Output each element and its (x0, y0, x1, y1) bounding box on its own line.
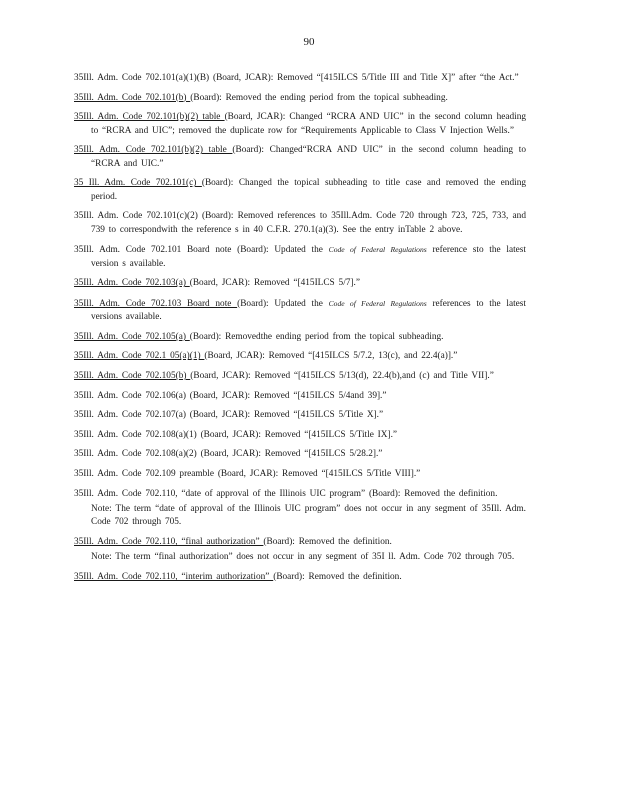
entry-6 (74, 243, 526, 271)
entry-citation: 35Ill. Adm. Code 702.106(a) (74, 390, 186, 401)
entry-12 (74, 390, 526, 403)
entry-10 (74, 350, 526, 363)
entry-1 (74, 92, 526, 105)
entry-text: (Board, JCAR): Removed “[415ILCS 5/Title IX].” (196, 429, 398, 440)
entry-text: (Board): Changed the topical subheading to title case and removed the ending period. (91, 178, 526, 202)
entry-citation: 35Ill. Adm. Code 702.101(b) (74, 92, 191, 103)
entry-18 (74, 536, 526, 549)
entry-citation: 35Ill. Adm. Code 702.108(a)(2) (74, 449, 197, 460)
entry-5 (74, 210, 526, 237)
entry-18-note: Note: The term “final authorization” does not occur in any segment of 35I ll. Adm. Code 702 through 705. (91, 552, 515, 563)
entry-8 (74, 297, 526, 325)
entry-0 (74, 72, 526, 85)
entry-3 (74, 144, 526, 171)
entry-4 (74, 177, 526, 204)
entry-citation: 35Ill. Adm. Code 702.108(a)(1) (74, 429, 197, 440)
entry-text: (Board): Removed the definition. (263, 536, 392, 547)
entry-2 (74, 111, 526, 138)
entry-17-note: Note: The term “date of approval of the Illinois UIC program” does not occur in any segment of 35Ill. Adm. Code 702 through 705. (91, 503, 526, 528)
entry-19 (74, 571, 526, 584)
entry-citation: 35Ill. Adm. Code 702.101(a)(1)(B) (74, 73, 210, 83)
entry-citation: 35Ill. Adm. Code 702.109 preamble (74, 468, 215, 479)
entry-citation: 35Ill. Adm. Code 702.110, “interim authorization” (74, 571, 274, 582)
entry-list (74, 72, 526, 591)
entry-text: (Board): Removedthe ending period from the topical subheading. (189, 331, 444, 342)
entry-citation: 35Ill. Adm. Code 702.101(c)(2) (74, 211, 198, 222)
entry-text: (Board): Removed the definition. (273, 571, 402, 582)
entry-11 (74, 370, 526, 383)
entry-text: (Board): Updated the (231, 245, 329, 256)
entry-citation: 35Ill. Adm. Code 702.105(b) (74, 370, 191, 381)
entry-citation: 35Ill. Adm. Code 702.103(a) (74, 278, 190, 289)
entry-tail: reference sto the latest version s available. (91, 245, 526, 269)
entry-text: (Board): Changed“RCRA AND UIC” in the second column heading to “RCRA and UIC.” (91, 145, 526, 169)
entry-text: (Board, JCAR): Removed “[415ILCS 5/4and 39].” (185, 390, 387, 401)
entry-citation: 35Ill. Adm. Code 702.103 Board note (74, 298, 238, 309)
entry-italic-title: Code of Federal Regulations (328, 245, 427, 255)
entry-text: (Board, JCAR): Removed “[415ILCS 5/Title III and Title X]” after “the Act.” (209, 73, 519, 83)
entry-tail: references to the latest versions available. (91, 298, 526, 323)
page-number: 90 (303, 36, 315, 48)
entry-9 (74, 331, 526, 344)
entry-text: (Board, JCAR): Removed “[415ILCS 5/13(d), 22.4(b),and (c) and Title VII].” (190, 370, 494, 381)
entry-citation: 35 Ill. Adm. Code 702.101(c) (74, 178, 202, 189)
entry-citation: 35Ill. Adm. Code 702.107(a) (74, 410, 186, 421)
entry-16 (74, 468, 526, 481)
entry-text: (Board, JCAR): Removed “[415ILCS 5/7.2, 13(c), and 22.4(a)].” (204, 351, 458, 362)
entry-15 (74, 448, 526, 461)
entry-7 (74, 277, 526, 290)
entry-text: (Board): Updated the (237, 298, 329, 309)
entry-text: (Board, JCAR): Removed “[415ILCS 5/Title VIII].” (214, 468, 421, 479)
entry-citation: 35Ill. Adm. Code 702.101(b)(2) table (74, 145, 233, 156)
entry-citation: 35Ill. Adm. Code 702.105(a) (74, 331, 190, 342)
entry-text: (Board, JCAR): Removed “[415ILCS 5/28.2].” (196, 449, 383, 460)
entry-text: (Board): Removed the definition. (365, 488, 498, 499)
entry-citation: 35Ill. Adm. Code 702.1 05(a)(1) (74, 351, 205, 362)
entry-citation: 35Ill. Adm. Code 702.110, “date of approval of the Illinois UIC program” (74, 488, 366, 499)
entry-text: (Board, JCAR): Changed “RCRA AND UIC” in the second column heading to “RCRA and UIC”; removed the duplicate row for “Requirements Applicable to Class V Injection Wells.” (91, 112, 526, 136)
entry-text: (Board): Removed the ending period from the topical subheading. (190, 92, 448, 103)
entry-13 (74, 409, 526, 422)
entry-italic-title: Code of Federal Regulations (328, 298, 427, 308)
entry-citation: 35Ill. Adm. Code 702.101(b)(2) table (74, 112, 225, 123)
entry-citation: 35Ill. Adm. Code 702.110, “final authorization” (74, 536, 264, 547)
entry-text: (Board, JCAR): Removed “[415ILCS 5/7].” (189, 278, 360, 289)
entry-text: (Board, JCAR): Removed “[415ILCS 5/Title X].” (185, 410, 384, 421)
entry-14 (74, 429, 526, 442)
entry-17 (74, 488, 526, 501)
entry-citation: 35Ill. Adm. Code 702.101 Board note (74, 245, 232, 256)
entry-text: (Board): Removed references to 35Ill.Adm. Code 720 through 723, 725, 733, and 739 to correspondwith the reference s in 40 C.F.R. 270.1(a)(3). See the entry inTable 2 above. (91, 211, 526, 235)
